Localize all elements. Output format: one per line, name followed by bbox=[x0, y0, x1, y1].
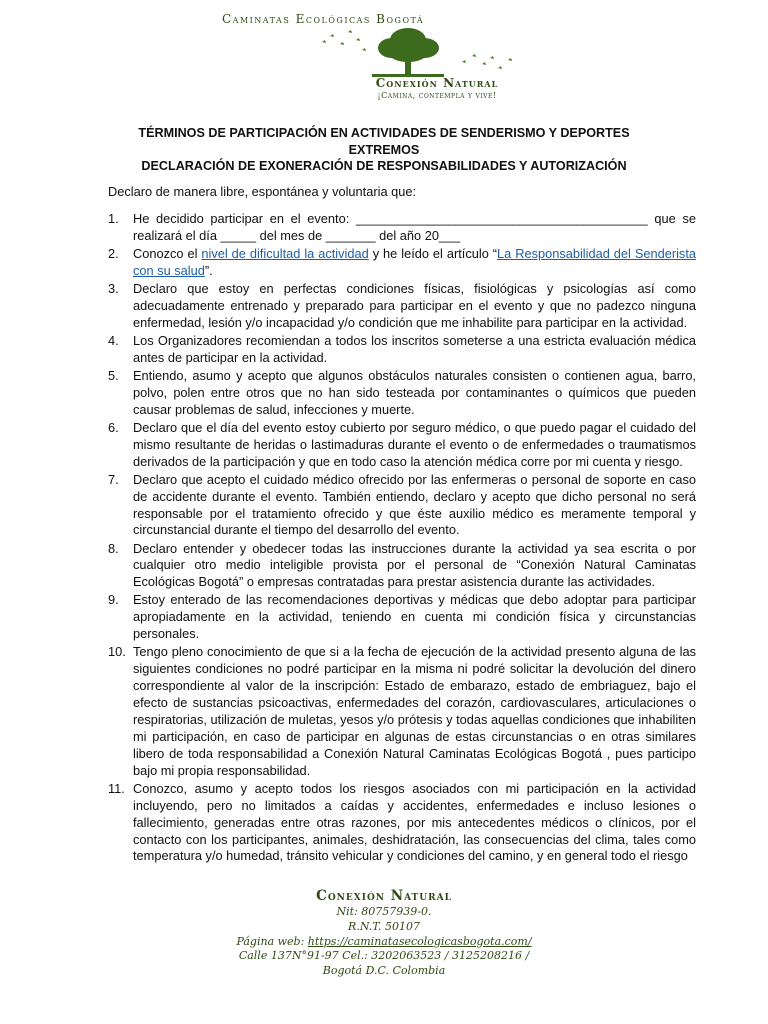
footer-address: Calle 137N°91-97 Cel.: 3202063523 / 3125208216 / bbox=[238, 949, 530, 963]
clause-number: 3. bbox=[108, 281, 119, 296]
document-title bbox=[110, 125, 658, 175]
footer-nit: Nit: 80757939-0. bbox=[336, 905, 432, 918]
clause-text: Entiendo, asumo y acepto que algunos obstáculos naturales consisten o contienen agua, barro, polvo, polen entre otros que no han sido testeada por contaminantes o químicos que pueden causar problemas de salud, infecciones y muerte. bbox=[133, 367, 696, 417]
clause-number: 10. bbox=[108, 644, 126, 660]
difficulty-level-link[interactable]: nivel de dificultad la actividad bbox=[201, 246, 369, 261]
clause-item bbox=[108, 246, 696, 280]
clause-item bbox=[108, 541, 696, 592]
clause-item bbox=[108, 644, 696, 779]
clause-text: Declaro que el día del evento estoy cubierto por seguro médico, o que puedo pagar el cuidado del mismo resultante de heridas o lastimaduras durante el evento o de enfermedades o traumatismos derivados de la participación y que en todo caso la atención médica corre por mi cuenta y riesgo. bbox=[133, 419, 696, 469]
clause-item bbox=[108, 333, 696, 367]
footer-rnt: R.N.T. 50107 bbox=[348, 919, 420, 933]
clause-item bbox=[108, 368, 696, 419]
clause-text: Conozco, asumo y acepto todos los riesgos asociados con mi participación en la actividad incluyendo, pero no limitados a caídas y accidentes, enfermedades e incluso lesiones o fallecimiento, generadas entre otras razones, por mis antecedentes médicos o clínicos, por el contacto con los participantes, animales, deshidratación, las consecuencias del clima, tales como temperatura y/o humedad, tránsito vehicular y condiciones del camino, y en general todo el riesgo bbox=[133, 780, 696, 864]
clause-text: Declaro entender y obedecer todas las instrucciones durante la actividad ya sea escrita o por cualquier otro medio inteligible provista por el personal de “Conexión Natural Caminatas Ecológicas Bogotá” o empresas contratadas para prestar asistencia durante las actividades. bbox=[133, 540, 696, 590]
clause-number: 7. bbox=[108, 471, 119, 487]
clause-item bbox=[108, 281, 696, 332]
clause-text-part: ”. bbox=[204, 262, 213, 278]
clause-item bbox=[108, 472, 696, 540]
clause-number: 2. bbox=[108, 246, 119, 261]
clause-number: 5. bbox=[108, 367, 119, 383]
clause-number: 1. bbox=[108, 211, 119, 226]
clause-text: Declaro que estoy en perfectas condiciones físicas, fisiológicas y psicologías así como adecuadamente entrenado y preparado para participar en el evento y que no padezco ninguna enfermedad, lesión y/o incapacidad y/o condición que me inhabilite para participar en la actividad. bbox=[133, 281, 696, 330]
title-line-1: TÉRMINOS DE PARTICIPACIÓN EN ACTIVIDADES DE SENDERISMO Y DEPORTES EXTREMOS bbox=[138, 126, 630, 157]
footer-web-link[interactable]: https://caminatasecologicasbogota.com/ bbox=[307, 934, 532, 948]
clause-number: 11. bbox=[108, 780, 125, 796]
clause-number: 8. bbox=[108, 540, 119, 556]
clause-item bbox=[108, 781, 696, 866]
clause-text: He decidido participar en el evento: _________________________________________ que se realizará el día _____ del mes de _______ del año 20___ bbox=[133, 211, 696, 243]
hiker-responsibility-article-link[interactable]: La Responsabilidad del Senderista con su salud bbox=[133, 246, 697, 278]
clause-number: 4. bbox=[108, 332, 119, 348]
clause-number: 6. bbox=[108, 419, 119, 435]
clause-text-part: Conozco el bbox=[133, 246, 202, 261]
clause-list bbox=[108, 211, 696, 867]
clause-item bbox=[108, 211, 696, 245]
title-line-2: DECLARACIÓN DE EXONERACIÓN DE RESPONSABILIDADES Y AUTORIZACIÓN bbox=[141, 159, 627, 173]
clause-text: Estoy enterado de las recomendaciones deportivas y médicas que debo adoptar para participar apropiadamente en la actividad, teniendo en cuenta mi condición física y circunstancias personales. bbox=[133, 592, 696, 642]
intro-text: Declaro de manera libre, espontánea y voluntaria que: bbox=[108, 184, 417, 199]
logo-title: Conexión Natural bbox=[375, 76, 499, 90]
footer-brand: Conexión Natural bbox=[316, 888, 452, 904]
footer bbox=[218, 887, 550, 979]
logo-slogan: ¡Camina, contempla y vive! bbox=[377, 91, 497, 100]
clause-text-part: y he leído el artículo “ bbox=[368, 246, 498, 261]
clause-item bbox=[108, 592, 696, 643]
header-brand-text: Caminatas Ecológicas Bogotá bbox=[222, 12, 425, 26]
clause-item bbox=[108, 420, 696, 471]
clause-text: Declaro que acepto el cuidado médico ofrecido por las enfermeras o personal de soporte en caso de accidente durante el evento. También entiendo, declaro y acepto que dicho personal no será responsable por el tratamiento ofrecido y que éste auxilio médico es meramente temporal y circunstancial durante el tiempo del desarrollo del evento. bbox=[133, 471, 696, 538]
footer-website bbox=[218, 935, 550, 950]
clause-number: 9. bbox=[108, 592, 119, 608]
footer-city: Bogotá D.C. Colombia bbox=[322, 964, 446, 978]
clause-text: Los Organizadores recomiendan a todos los inscritos someterse a una estricta evaluación médica antes de participar en la actividad. bbox=[133, 332, 696, 365]
clause-text: Tengo pleno conocimiento de que si a la fecha de ejecución de la actividad presento alguna de las siguientes condiciones no podré participar en la misma ni podré solicitar la devolución del dinero correspondiente al valor de la inscripción: Estado de embarazo, estado de embriaguez, bajo el efecto de sustancias psicoactivas, enfermedades del corazón, cardiovasculares, articulaciones o respiratorias, utilización de muletas, yesos y/o prótesis y todas aquellas condiciones que inhabiliten mi participación, en caso de participar en algunas de estas circunstancias o en otras similares libero de toda responsabilidad a Conexión Natural Caminatas Ecológicas Bogotá , pues participo bajo mi propia responsabilidad. bbox=[133, 644, 696, 778]
footer-web-label: Página web: bbox=[236, 934, 308, 948]
clause-text bbox=[133, 246, 696, 278]
